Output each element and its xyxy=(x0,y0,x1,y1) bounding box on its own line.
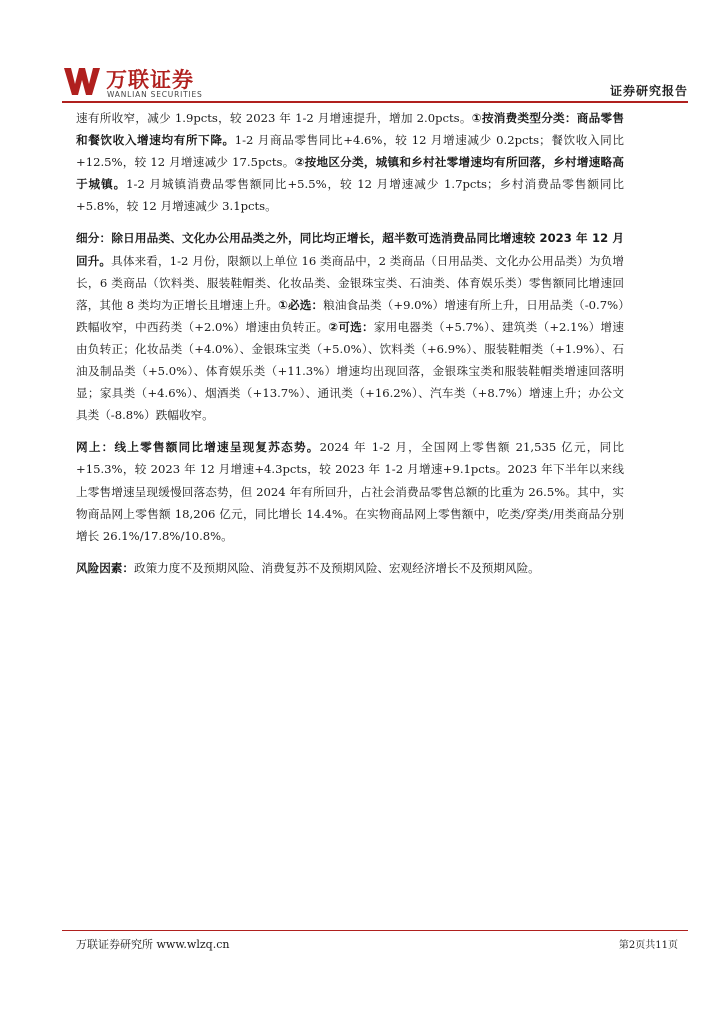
footer-institute: 万联证券研究所 www.wlzq.cn xyxy=(76,938,230,951)
text-run: 2024 年 1-2 月，全国网上零售额 21,535 亿元，同比+15.3%，较 2023 年 12 月增速+4.3pcts，较 2023 年 1-2 月增速+9.1pcts。2023 年下半年以来线上零售增速呈现缓慢回落态势，但 2024 年有所回升，占社会消费品零售总额的比重为 26.5%。其中，实物商品网上零售额 18,206 亿元，同比增长 14.4%。在实物商品网上零售额中，吃类/穿类/用类商品分别增长 26.1%/17.8%/10.8%。 xyxy=(76,440,624,543)
logo-chinese-name: 万联证券 xyxy=(106,68,194,92)
logo-english-name: WANLIAN SECURITIES xyxy=(107,90,203,99)
paragraph-category-breakdown xyxy=(76,227,624,426)
text-run: 速有所收窄，减少 1.9pcts，较 2023 年 1-2 月增速提升，增加 2.0pcts。 xyxy=(76,111,472,125)
paragraph-risk-factors xyxy=(76,557,624,579)
paragraph-consumption-type xyxy=(76,107,624,217)
bold-run: 细分：除日用品类、文化办公用品类之外，同比均正增长，超半数可选消费品同比增速较 2023 年 12 月回升。 xyxy=(76,231,624,268)
text-run: 粮油食品类（+9.0%）增速有所上升，日用品类（-0.7%）跌幅收窄，中西药类（+2.0%）增速由负转正。 xyxy=(76,297,624,334)
page-header xyxy=(62,64,688,102)
footer-divider xyxy=(62,930,688,931)
bold-run: ②按地区分类，城镇和乡村社零增速均有所回落，乡村增速略高于城镇。 xyxy=(76,155,624,192)
header-divider xyxy=(62,101,688,103)
wanlian-logo-icon xyxy=(64,66,100,96)
text-run: 政策力度不及预期风险、消费复苏不及预期风险、宏观经济增长不及预期风险。 xyxy=(133,560,540,575)
bold-run: ①按消费类型分类：商品零售和餐饮收入增速均有所下降。 xyxy=(76,111,624,148)
paragraph-online-retail xyxy=(76,436,624,546)
text-run: 1-2 月商品零售同比+4.6%，较 12 月增速减少 0.2pcts；餐饮收入同比+12.5%，较 12 月增速减少 17.5pcts。 xyxy=(76,133,624,170)
bold-run: 风险因素： xyxy=(76,560,134,575)
bold-run: 网上：线上零售额同比增速呈现复苏态势。 xyxy=(76,440,320,455)
bold-run: ①必选： xyxy=(278,297,324,312)
report-type-label: 证券研究报告 xyxy=(609,84,688,98)
page-number: 第2页共11页 xyxy=(618,940,678,951)
bold-run: ②可选： xyxy=(328,319,374,334)
text-run: 1-2 月城镇消费品零售额同比+5.5%，较 12 月增速减少 1.7pcts；乡村消费品零售额同比+5.8%，较 12 月增速减少 3.1pcts。 xyxy=(76,177,624,214)
report-body xyxy=(76,107,624,589)
text-run: 家用电器类（+5.7%）、建筑类（+2.1%）增速由负转正；化妆品类（+4.0%）、金银珠宝类（+5.0%）、饮料类（+6.9%）、服装鞋帽类（+1.9%）、石油及制品类（+5.0%）、体育娱乐类（+11.3%）增速均出现回落，金银珠宝类和服装鞋帽类增速回落明显；家具类（+4.6%）、烟酒类（+13.7%）、通讯类（+16.2%）、汽车类（+8.7%）增速上升；办公文具类（-8.8%）跌幅收窄。 xyxy=(76,319,624,423)
text-run: 具体来看，1-2 月份，限额以上单位 16 类商品中，2 类商品（日用品类、文化办公用品类）为负增长，6 类商品（饮料类、服装鞋帽类、化妆品类、金银珠宝类、石油类、体育娱乐类）零售额同比增速回落，其他 8 类均为正增长且增速上升。 xyxy=(76,253,624,312)
